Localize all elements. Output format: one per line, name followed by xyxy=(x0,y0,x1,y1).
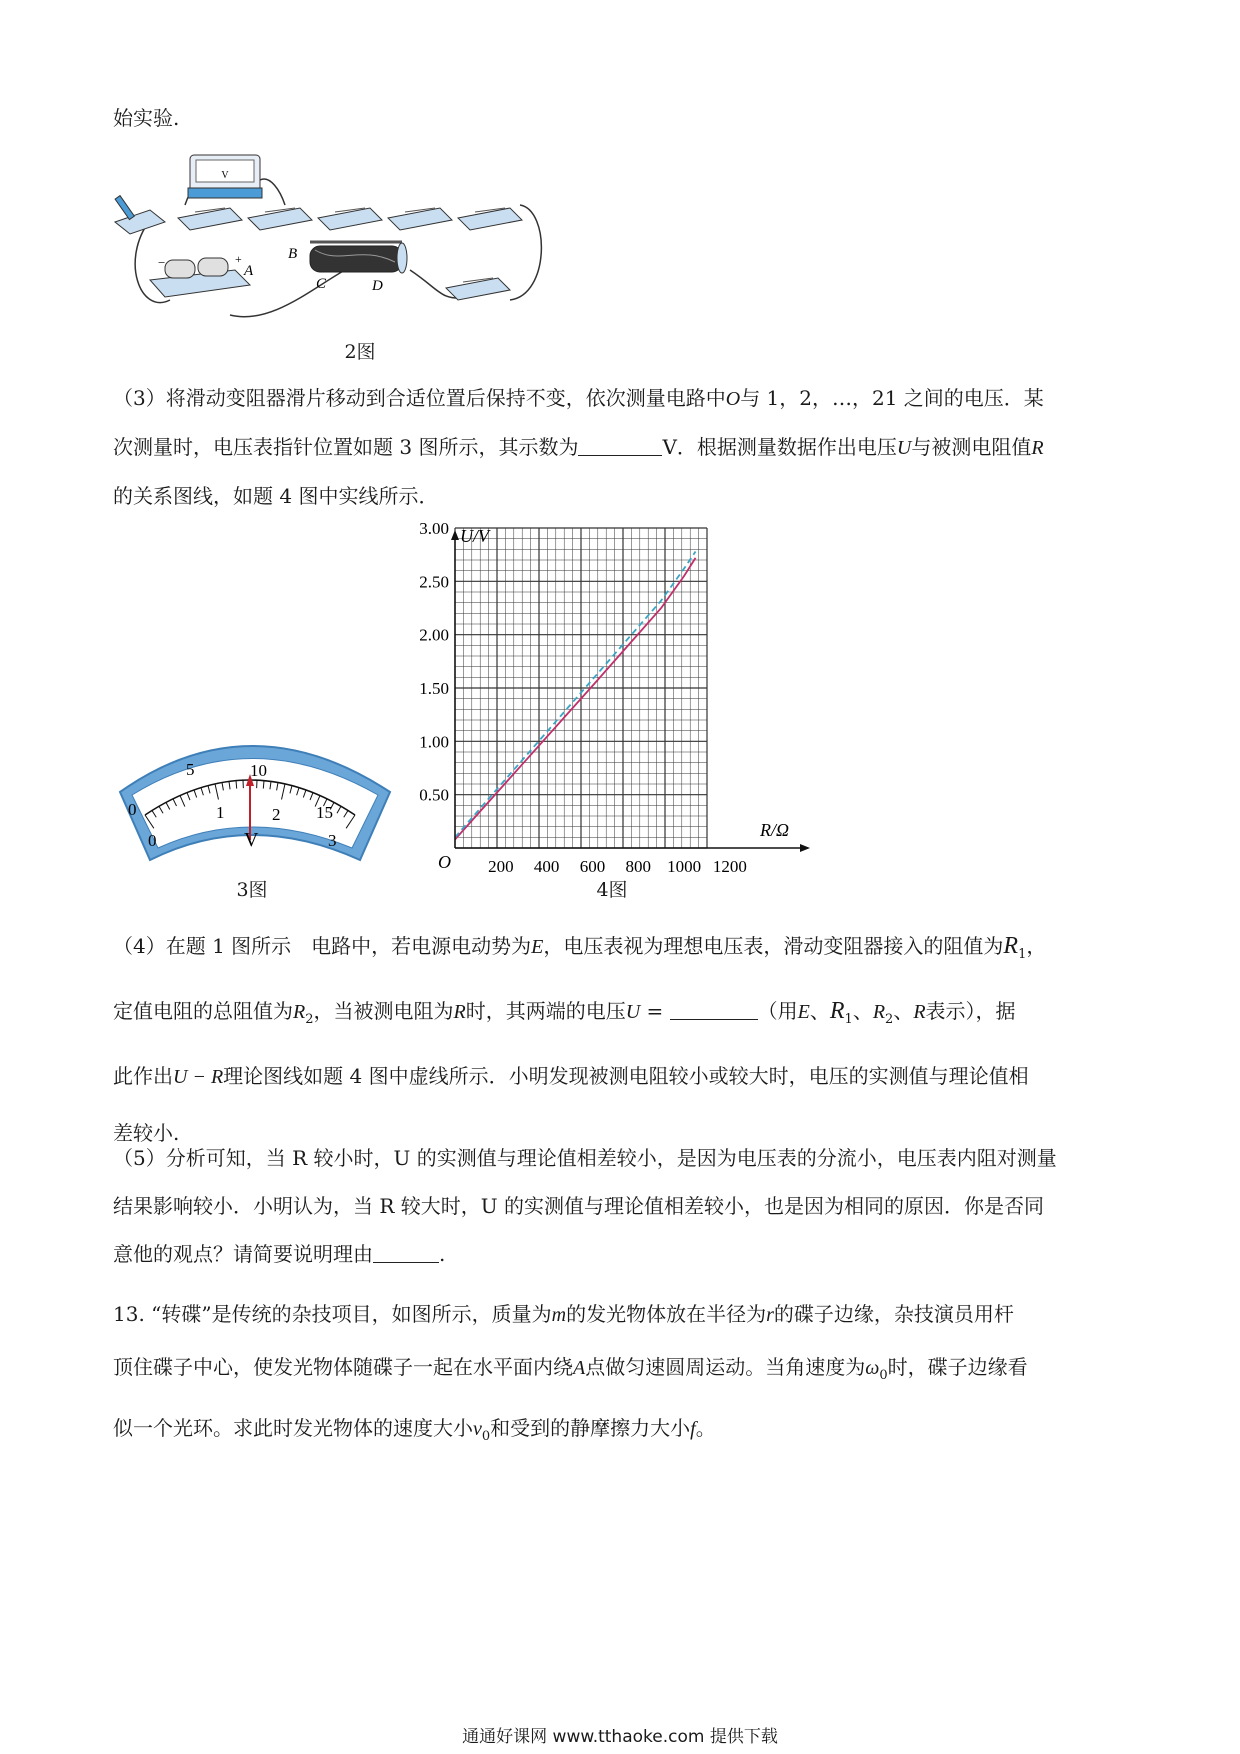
figure-3-caption: 3图 xyxy=(236,879,268,901)
dial-tick xyxy=(263,781,264,789)
battery-plus: + xyxy=(235,252,242,266)
figure-4-chart xyxy=(400,520,820,880)
dial-inner-0: 0 xyxy=(148,831,157,850)
y-tick-label: 0.50 xyxy=(419,785,449,805)
q4-answer-blank[interactable] xyxy=(670,999,758,1020)
q3-paragraph: （3）将滑动变阻器滑片移动到合适位置后保持不变，依次测量电路中O与 1，2，…，21 之间的电压．某 次测量时，电压表指针位置如题 3 图所示，其示数为 V．根据测量数据作出电压U与被测电阻值R 的关系图线，如题 4 图中实线所示． xyxy=(113,386,1044,508)
dial-tick xyxy=(236,781,237,789)
battery-minus: − xyxy=(158,255,166,270)
x-axis-label: R/Ω xyxy=(760,820,790,840)
label-b: B xyxy=(288,246,298,262)
y-tick-label: 2.00 xyxy=(419,625,449,645)
y-tick-label: 2.50 xyxy=(419,572,449,592)
y-tick-label: 1.50 xyxy=(419,679,449,698)
label-a: A xyxy=(244,263,254,279)
figure-3-voltmeter-dial xyxy=(110,720,400,880)
label-c: C xyxy=(316,276,327,292)
dial-inner-3: 3 xyxy=(328,831,337,850)
y-tick-label: 3.00 xyxy=(419,520,449,538)
dial-inner-2: 2 xyxy=(272,805,281,824)
origin-label: O xyxy=(438,852,451,872)
q5-answer-blank[interactable] xyxy=(373,1242,439,1263)
dial-outer-15: 15 xyxy=(316,803,333,822)
x-tick-label: 200 xyxy=(488,857,514,876)
dial-inner-1: 1 xyxy=(216,803,225,822)
meter-label: V xyxy=(221,170,229,181)
x-tick-label: 600 xyxy=(579,857,606,876)
x-tick-label: 1000 xyxy=(667,857,702,876)
y-tick-label: 1.00 xyxy=(419,732,449,752)
q4-paragraph: （4）在题 1 图所示 电路中，若电源电动势为E，电压表视为理想电压表，滑动变阻器接入的阻值为$R_1$， 定值电阻的总阻值为$R_2$，当被测电阻为R时，其两端的电压U = （用E、$R_1$、$R_2$、R表示），据 此作出U − R理论图线如题 4 图中虚线所示．小明发现被测电阻较小或较大时，电压的实测值与理论值相 差较小. xyxy=(113,933,1047,1145)
q13-paragraph: 13. “转碟”是传统的杂技项目，如图所示，质量为m的发光物体放在半径为r的碟子边缘，杂技演员用杆 顶住碟子中心，使发光物体随碟子一起在水平面内绕A点做匀速圆周运动。当角速度为$\omega_0$时，碟子边缘看 似一个光环。求此时发光物体的速度大小$v_0$和受到的静摩擦力大小f。 xyxy=(113,1302,1028,1444)
x-tick-label: 800 xyxy=(625,857,652,876)
x-tick-label: 1200 xyxy=(712,857,747,876)
dial-outer-10: 10 xyxy=(250,761,267,780)
figure-4-caption: 4图 xyxy=(596,879,628,901)
x-tick-label: 400 xyxy=(533,857,560,876)
intro-text: 始实验. xyxy=(113,106,180,130)
label-d: D xyxy=(372,278,383,294)
y-axis-label: U/V xyxy=(460,526,489,546)
dial-outer-5: 5 xyxy=(186,760,195,779)
figure-2-circuit xyxy=(110,150,610,340)
q3-answer-blank[interactable] xyxy=(578,435,662,456)
dial-unit: V xyxy=(244,829,259,851)
page-footer: 通通好课网 www.tthaoke.com 提供下载 xyxy=(462,1727,778,1747)
dial-outer-0: 0 xyxy=(128,800,137,819)
q5-paragraph: （5）分析可知，当 R 较小时，U 的实测值与理论值相差较小，是因为电压表的分流小，电压表内阻对测量 结果影响较小．小明认为，当 R 较大时，U 的实测值与理论值相差较小，也是因为相同的原因．你是否同 意他的观点？请简要说明理由 . xyxy=(113,1146,1057,1266)
figure-2-caption: 2图 xyxy=(344,341,376,363)
